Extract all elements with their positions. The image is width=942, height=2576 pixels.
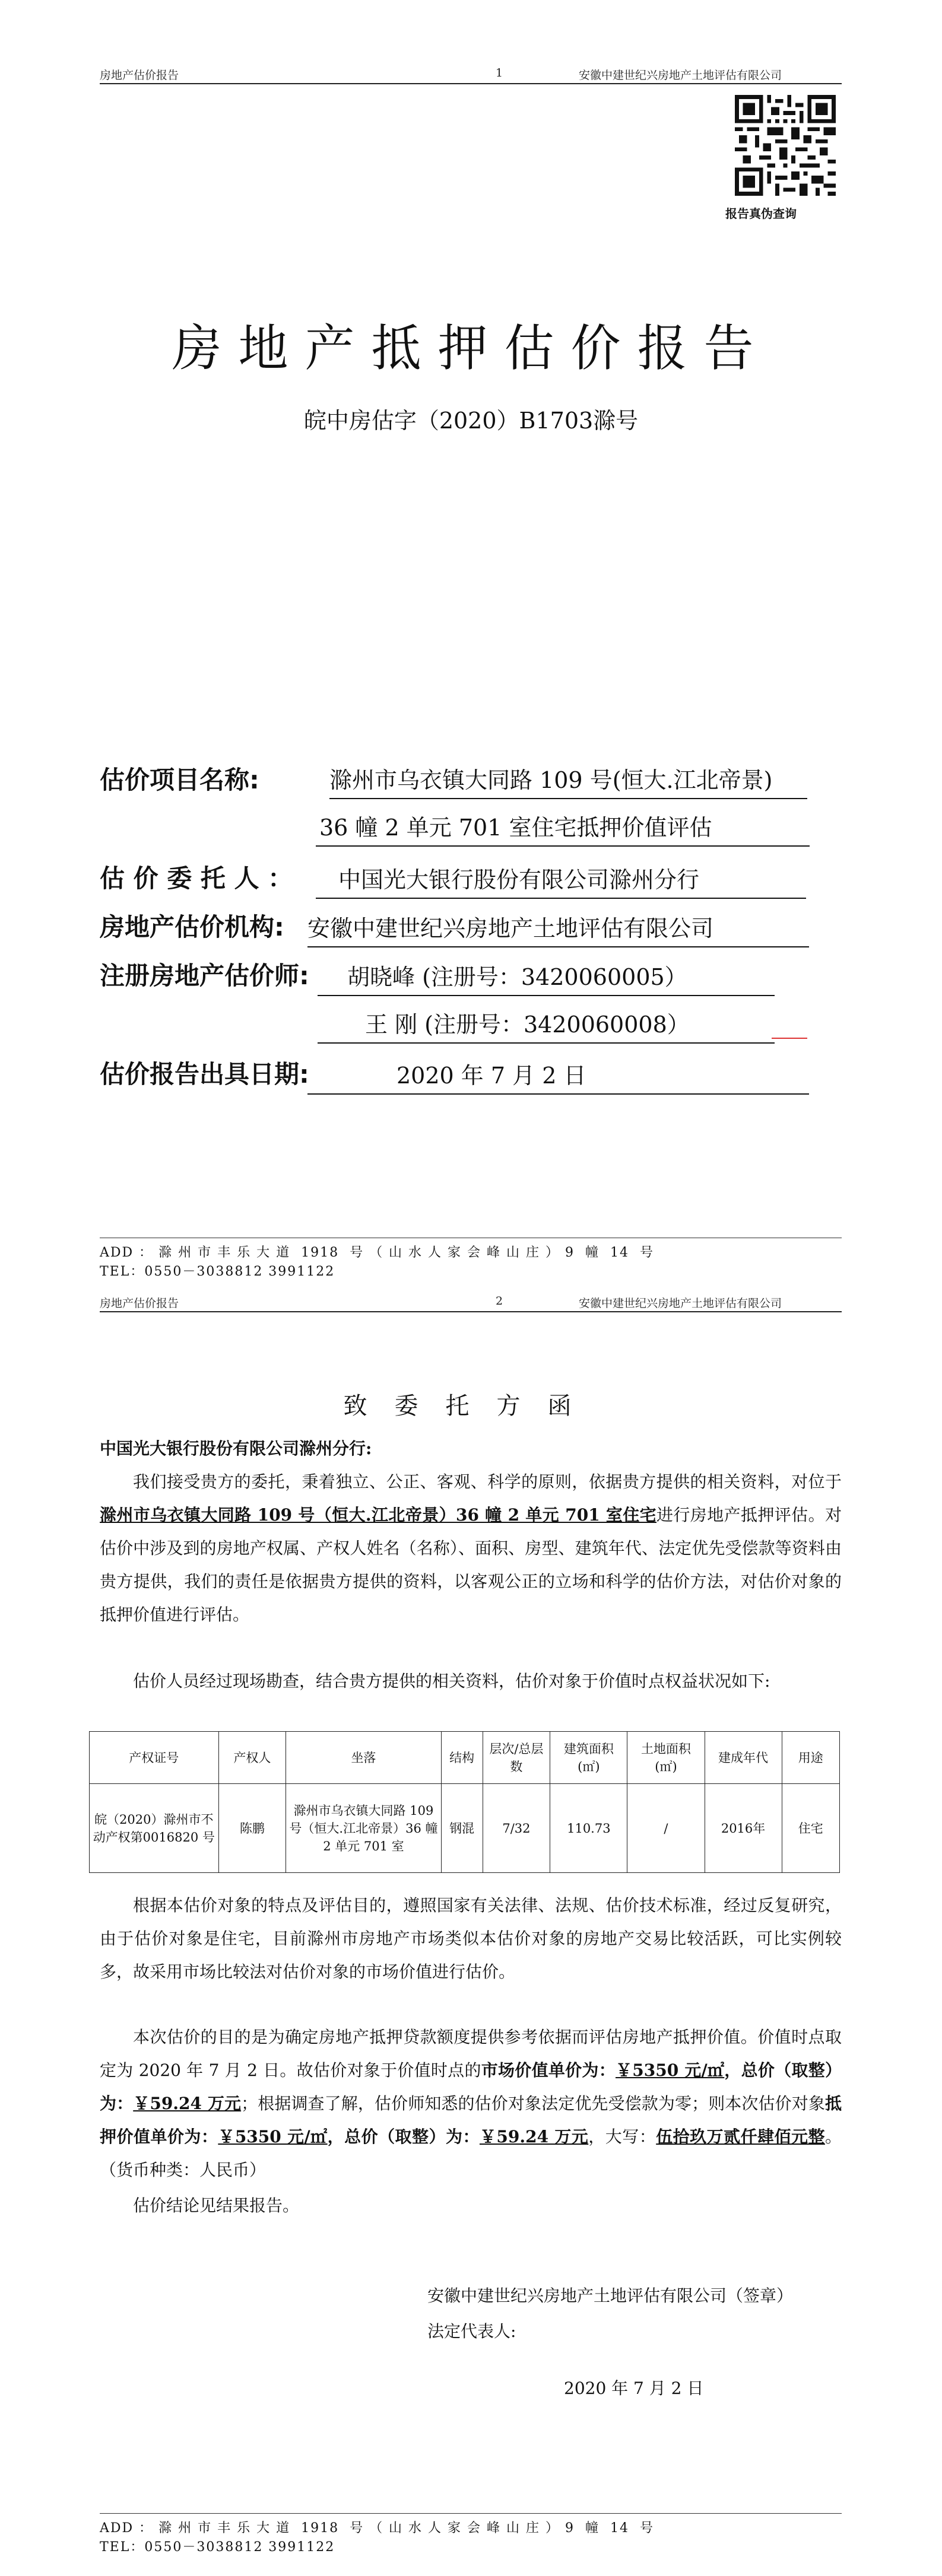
red-mark [772,1038,807,1039]
appraiser-label: 注册房地产估价师: [100,961,309,990]
paragraph-1-text-c: 进行房地产抵押评估。对估价中涉及到的房地产权属、产权人姓名（名称）、面积、房型、建筑年代、法定优先受偿款等资料由贵方提供，我们的责任是依据贵方提供的资料，以客观公正的立场和科学的估价方法，对估价对象的抵押价值进行评估。 [100,1505,842,1624]
table-header: 层次/总层数 [483,1732,550,1784]
table-cell: 钢混 [441,1784,483,1873]
table-cell: 7/32 [483,1784,550,1873]
table-cell: 皖（2020）滁州市不动产权第0016820 号 [90,1784,219,1873]
p4-a: 本次估价的目的是为确定房地产抵押贷款额度提供参考依据而评估房地产抵押价值。价值时点取定为 2020 年 7 月 2 日。故估价对象于价值时点的 [100,2027,842,2080]
paragraph-4 [100,2021,842,2187]
p4-f: ；根据调查了解，估价师知悉的估价对象法定优先受偿款为零；则本次估价对象 [241,2094,825,2113]
table-header: 坐落 [286,1732,441,1784]
p4-m: 。（货币种类：人民币） [100,2127,842,2180]
agency-value: 安徽中建世纪兴房地产土地评估有限公司 [307,910,809,947]
p4-market-unit-label: 市场价值单价为： [481,2060,616,2080]
table-cell: 滁州市乌衣镇大同路 109 号（恒大.江北帝景）36 幢 2 单元 701 室 [286,1784,441,1873]
addressee: 中国光大银行股份有限公司滁州分行: [100,1439,372,1458]
page2-header-left: 房地产估价报告 [100,1297,179,1310]
letter-title: 致委托方函 [343,1392,599,1420]
report-number: 皖中房估字（2020）B1703滁号 [303,408,639,434]
market-total-price: ￥59.24 万元 [133,2094,242,2113]
paragraph-3: 根据本估价对象的特点及评估目的，遵照国家有关法律、法规、估价技术标准，经过反复研究，由于估价对象是住宅，目前滁州市房地产市场类似本估价对象的房地产交易比较活跃，可比实例较多，故采用市场比较法对估价对象的市场价值进行估价。 [100,1896,842,1982]
property-address: 滁州市乌衣镇大同路 109 号（恒大.江北帝景）36 幢 2 单元 701 室住宅 [100,1505,657,1525]
footer-address-1: ADD ： 滁 州 市 丰 乐 大 道 1918 号 （ 山 水 人 家 会 峰 山 庄 ） 9 幢 14 号 [100,1245,654,1260]
signature-company: 安徽中建世纪兴房地产土地评估有限公司（签章） [427,2286,794,2305]
page2-header-page-number: 2 [496,1295,503,1308]
page2-header-right: 安徽中建世纪兴房地产土地评估有限公司 [579,1297,782,1310]
paragraph-5: 估价结论见结果报告。 [133,2196,300,2215]
footer-tel-2: TEL：0550－3038812 3991122 [100,2540,335,2555]
agency-label: 房地产估价机构: [100,912,284,942]
project-label: 估价项目名称: [100,765,259,794]
table-header: 建筑面积(㎡) [550,1732,627,1784]
mortgage-total-price: ￥59.24 万元 [479,2127,589,2146]
client-value: 中国光大银行股份有限公司滁州分行 [316,861,806,899]
mortgage-unit-price: ￥5350 元/㎡ [218,2127,328,2146]
appraiser-1: 胡晓峰 (注册号：3420060005） [318,959,775,996]
p4-k: ，大写： [588,2127,656,2146]
table-header-row [90,1732,840,1784]
table-cell: 陈鹏 [218,1784,286,1873]
paragraph-1 [100,1465,842,1632]
table-cell: 110.73 [550,1784,627,1873]
table-cell: 2016年 [705,1784,782,1873]
table-header: 产权人 [218,1732,286,1784]
table-header: 产权证号 [90,1732,219,1784]
footer-rule-2 [100,2513,842,2514]
page2-header-rule [100,1311,842,1312]
table-cell: / [627,1784,705,1873]
table-cell: 住宅 [782,1784,839,1873]
paragraph-2: 估价人员经过现场勘查，结合贵方提供的相关资料，估价对象于价值时点权益状况如下: [133,1671,770,1691]
qr-code[interactable] [735,95,836,196]
table-header: 用途 [782,1732,839,1784]
date-label: 估价报告出具日期: [100,1060,309,1089]
header-page-number: 1 [496,66,503,79]
project-value-line2: 36 幢 2 单元 701 室住宅抵押价值评估 [316,809,810,847]
p4-mortgage-unit-label: 抵押价值单价为： [100,2094,842,2146]
appraiser-2: 王 刚 (注册号：3420060008） [318,1006,775,1044]
date-value: 2020 年 7 月 2 日 [307,1057,809,1095]
header-rule [100,83,842,84]
p4-total-label-2: ，总价（取整）为： [327,2127,480,2146]
project-value-line1: 滁州市乌衣镇大同路 109 号(恒大.江北帝景) [329,762,807,799]
table-header: 土地面积(㎡) [627,1732,705,1784]
p4-total-label-1: ，总价（取整）为： [100,2060,842,2113]
signature-representative: 法定代表人: [427,2321,516,2341]
table-header: 结构 [441,1732,483,1784]
client-label: 估 价 委 托 人 ： [100,864,293,893]
property-table [89,1731,840,1873]
paragraph-1-text-a: 我们接受贵方的委托，秉着独立、公正、客观、科学的原则，依据贵方提供的相关资料，对位于 [133,1472,842,1491]
report-title: 房地产抵押估价报告 [172,319,770,377]
footer-address-2: ADD ： 滁 州 市 丰 乐 大 道 1918 号 （ 山 水 人 家 会 峰 山 庄 ） 9 幢 14 号 [100,2521,654,2536]
footer-tel-1: TEL：0550－3038812 3991122 [100,1264,335,1279]
table-header: 建成年代 [705,1732,782,1784]
header-left: 房地产估价报告 [100,69,179,82]
total-in-words: 伍拾玖万贰仟肆佰元整 [656,2127,825,2146]
market-unit-price: ￥5350 元/㎡ [615,2060,725,2080]
signature-date: 2020 年 7 月 2 日 [564,2378,704,2398]
qr-caption: 报告真伪查询 [725,206,797,221]
table-row [90,1784,840,1873]
header-right: 安徽中建世纪兴房地产土地评估有限公司 [579,69,782,82]
